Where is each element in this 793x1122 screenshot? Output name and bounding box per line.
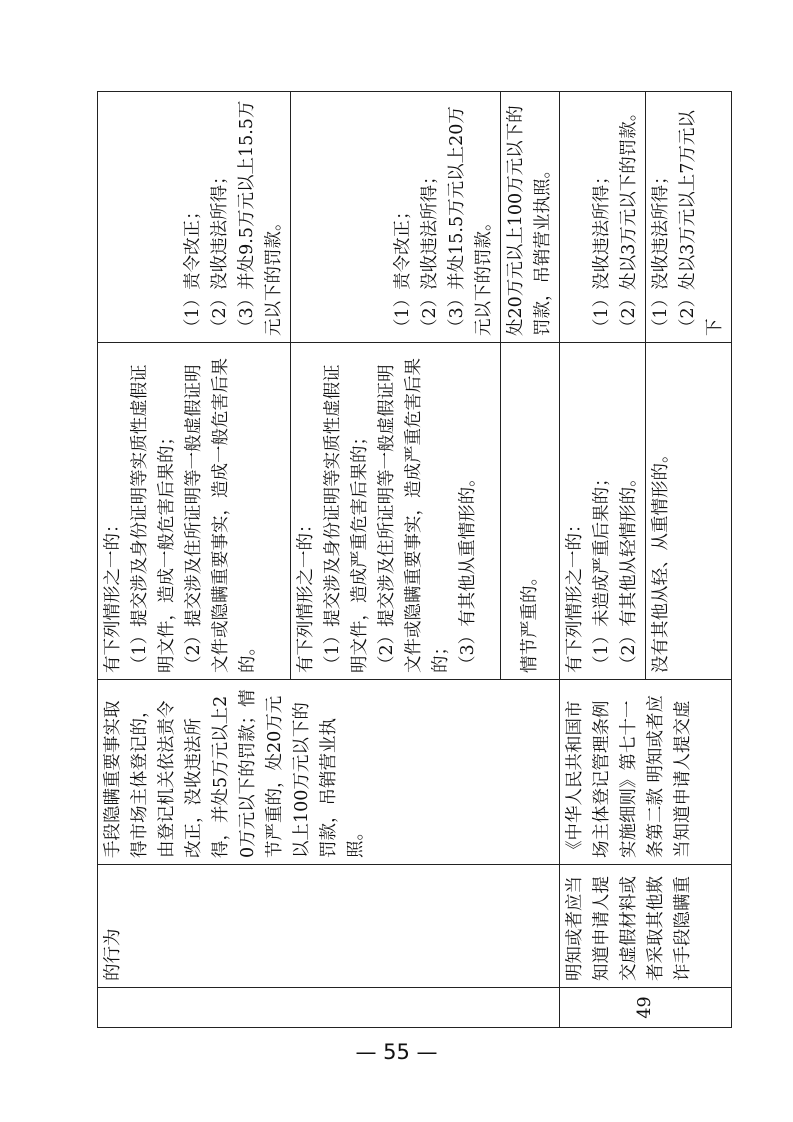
condition-cell [560, 343, 646, 680]
condition-line: 有下列情形之一的： [565, 515, 585, 673]
condition-line: 有下列情形之一的： [296, 515, 316, 673]
condition-line: 没有其他从轻、从重情形的。 [651, 445, 671, 673]
penalty-line: （3）并处9.5万元以上15.5万元以下的罚款。 [237, 100, 284, 336]
behavior-cell [98, 865, 560, 988]
penalty-line: （1）责令改正； [183, 202, 203, 336]
condition-line: （2）提交涉及住所证明等一般虚假证明文件或隐瞒重要事实，造成一般危害后果的。 [184, 358, 258, 673]
penalty-line: （1）没收违法所得； [651, 167, 671, 336]
rotated-table-wrapper [97, 92, 725, 1028]
condition-line: （2）提交涉及住所证明等一般虚假证明文件或隐瞒重要事实，造成严重危害后果的； [377, 358, 451, 673]
legal-basis-text: 《中华人民共和国市场主体登记管理条例实施细则》第七十一条第二款 明知或者应当知道申请人提交虚 [565, 694, 693, 858]
penalty-line: （2）处以3万元以下的罚款。 [619, 103, 639, 336]
condition-line: 情节严重的。 [519, 568, 540, 673]
legal-basis-text: 手段隐瞒重要事实取得市场主体登记的，由登记机关依法责令改正，没收违法所得，并处5万元以上20万元以下的罚款；情节严重的，处20万元以上100万元以下的罚款，吊销营业执照。 [103, 689, 366, 858]
behavior-text: 的行为 [103, 928, 123, 981]
penalty-line: （1）责令改正； [393, 202, 413, 336]
page-number: — 55 — [355, 1040, 438, 1064]
penalty-cell [98, 92, 291, 343]
condition-cell [646, 343, 732, 680]
penalty-line: 处20万元以上100万元以下的罚款，吊销营业执照。 [506, 105, 553, 336]
condition-line: （1）提交涉及身份证明等实质性虚假证明文件，造成严重危害后果的； [323, 364, 370, 673]
condition-cell [98, 343, 291, 680]
behavior-text: 明知或者应当知道申请人提交虚假材料或者采取其他欺诈手段隐瞒重 [565, 876, 693, 981]
penalty-cell [560, 92, 646, 343]
condition-line: 有下列情形之一的： [103, 515, 123, 673]
condition-line: （2）有其他从轻情形的。 [619, 469, 639, 673]
table-row [560, 92, 646, 1028]
condition-line: （1）未造成严重后果的； [592, 469, 612, 673]
condition-line: （1）提交涉及身份证明等实质性虚假证明文件，造成一般危害后果的； [130, 364, 177, 673]
item-number: 49 [635, 996, 655, 1019]
penalty-cell [501, 92, 560, 343]
condition-cell [501, 343, 560, 680]
item-number-cell [560, 988, 732, 1028]
condition-line: （3）有其他从重情形的。 [458, 469, 478, 673]
penalty-cell [646, 92, 732, 343]
penalty-line: （3）并处15.5万元以上20万元以下的罚款。 [447, 106, 494, 336]
penalty-line: （2）没收违法所得； [210, 167, 230, 336]
penalty-line: （2）没收违法所得； [420, 167, 440, 336]
table-row [98, 92, 291, 1028]
penalty-cell [291, 92, 501, 343]
penalty-line: （1）没收违法所得； [592, 167, 612, 336]
item-number-cell [98, 988, 560, 1028]
penalty-line: （2）处以3万元以上7万元以下 [678, 110, 725, 336]
legal-basis-cell [560, 680, 732, 865]
behavior-cell [560, 865, 732, 988]
penalty-standard-table [97, 91, 732, 1028]
legal-basis-cell [98, 680, 560, 865]
condition-cell [291, 343, 501, 680]
